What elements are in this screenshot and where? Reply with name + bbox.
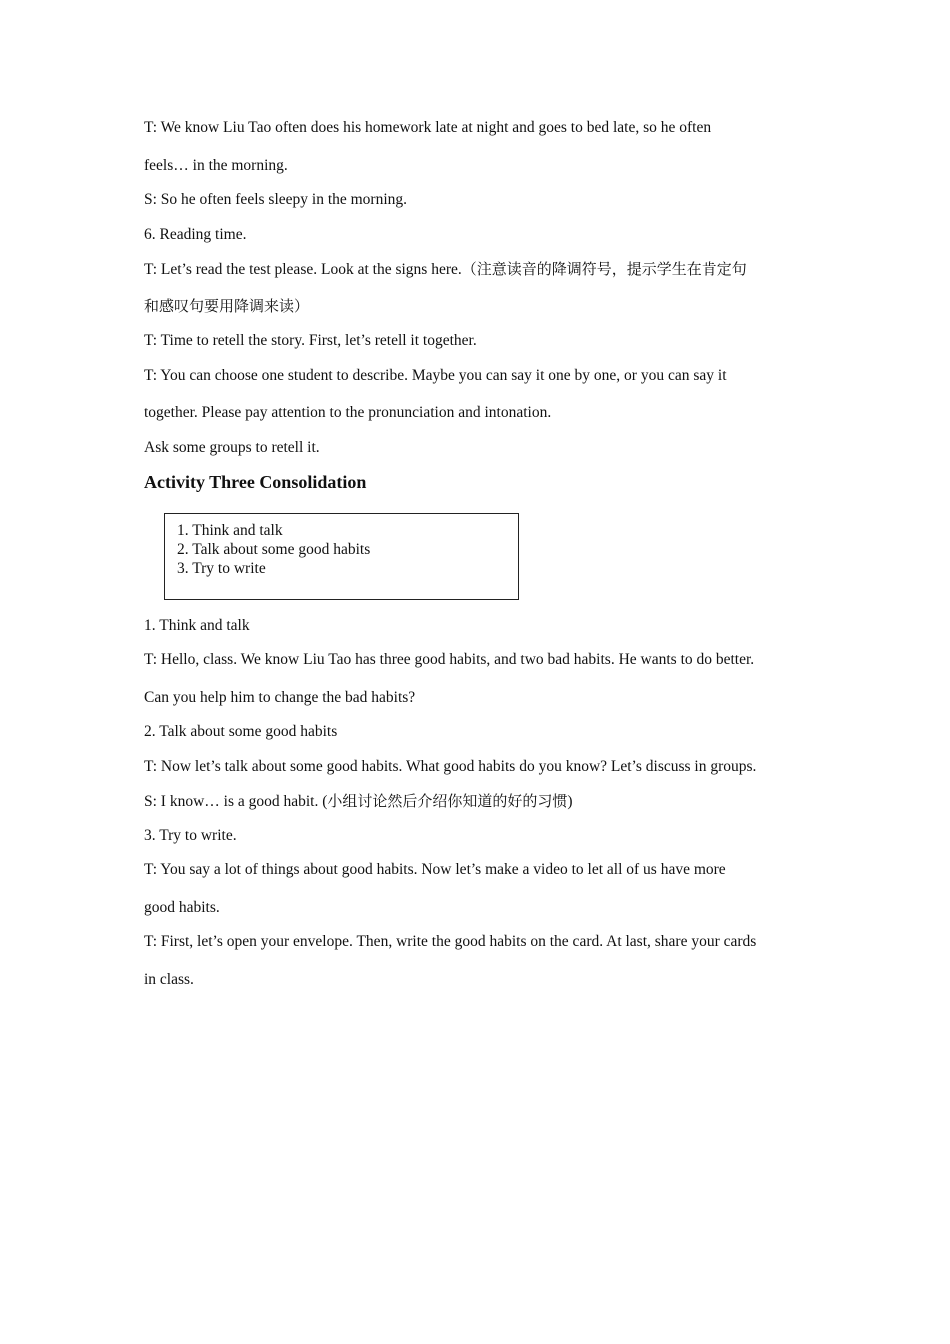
outline-item: 3. Try to write <box>177 560 266 577</box>
activity-outline-box <box>164 513 519 600</box>
paragraph-line: T: We know Liu Tao often does his homework late at night and goes to bed late, so he often <box>144 119 712 136</box>
paragraph-line <box>144 259 747 280</box>
chinese-note: （注意读音的降调符号，提示学生在肯定句 <box>461 260 747 278</box>
paragraph-line: 3. Try to write. <box>144 827 237 844</box>
paragraph-line: T: You say a lot of things about good habits. Now let’s make a video to let all of us have more <box>144 861 726 878</box>
paragraph-line: 6. Reading time. <box>144 226 247 243</box>
outline-item: 1. Think and talk <box>177 522 283 539</box>
paragraph-line: 1. Think and talk <box>144 617 250 634</box>
paragraph-line: good habits. <box>144 899 220 916</box>
paragraph-line: together. Please pay attention to the pronunciation and intonation. <box>144 404 552 421</box>
english-text: S: I know… is a good habit. ( <box>144 793 328 810</box>
paragraph-line <box>144 791 573 812</box>
paragraph-line: T: First, let’s open your envelope. Then, write the good habits on the card. At last, share your cards <box>144 933 757 950</box>
english-text: T: Let’s read the test please. Look at the signs here. <box>144 261 462 278</box>
paragraph-line: Can you help him to change the bad habits? <box>144 689 416 706</box>
paragraph-line: T: Now let’s talk about some good habits. What good habits do you know? Let’s discuss in groups. <box>144 758 757 775</box>
paragraph-line: T: Time to retell the story. First, let’s retell it together. <box>144 332 477 349</box>
paragraph-line: 2. Talk about some good habits <box>144 723 338 740</box>
paragraph-line: in class. <box>144 971 194 988</box>
paragraph-line: S: So he often feels sleepy in the morning. <box>144 191 408 208</box>
outline-item: 2. Talk about some good habits <box>177 541 371 558</box>
chinese-note: 小组讨论然后介绍你知道的好的习惯 <box>327 792 568 810</box>
paragraph-line: T: You can choose one student to describe. Maybe you can say it one by one, or you can say it <box>144 367 727 384</box>
chinese-note-line: 和感叹句要用降调来读） <box>144 297 310 315</box>
section-heading: Activity Three Consolidation <box>144 472 367 492</box>
paragraph-line: feels… in the morning. <box>144 157 288 174</box>
closing-paren: ) <box>567 793 573 810</box>
paragraph-line: T: Hello, class. We know Liu Tao has three good habits, and two bad habits. He wants to do better. <box>144 651 755 668</box>
paragraph-line: Ask some groups to retell it. <box>144 439 320 456</box>
